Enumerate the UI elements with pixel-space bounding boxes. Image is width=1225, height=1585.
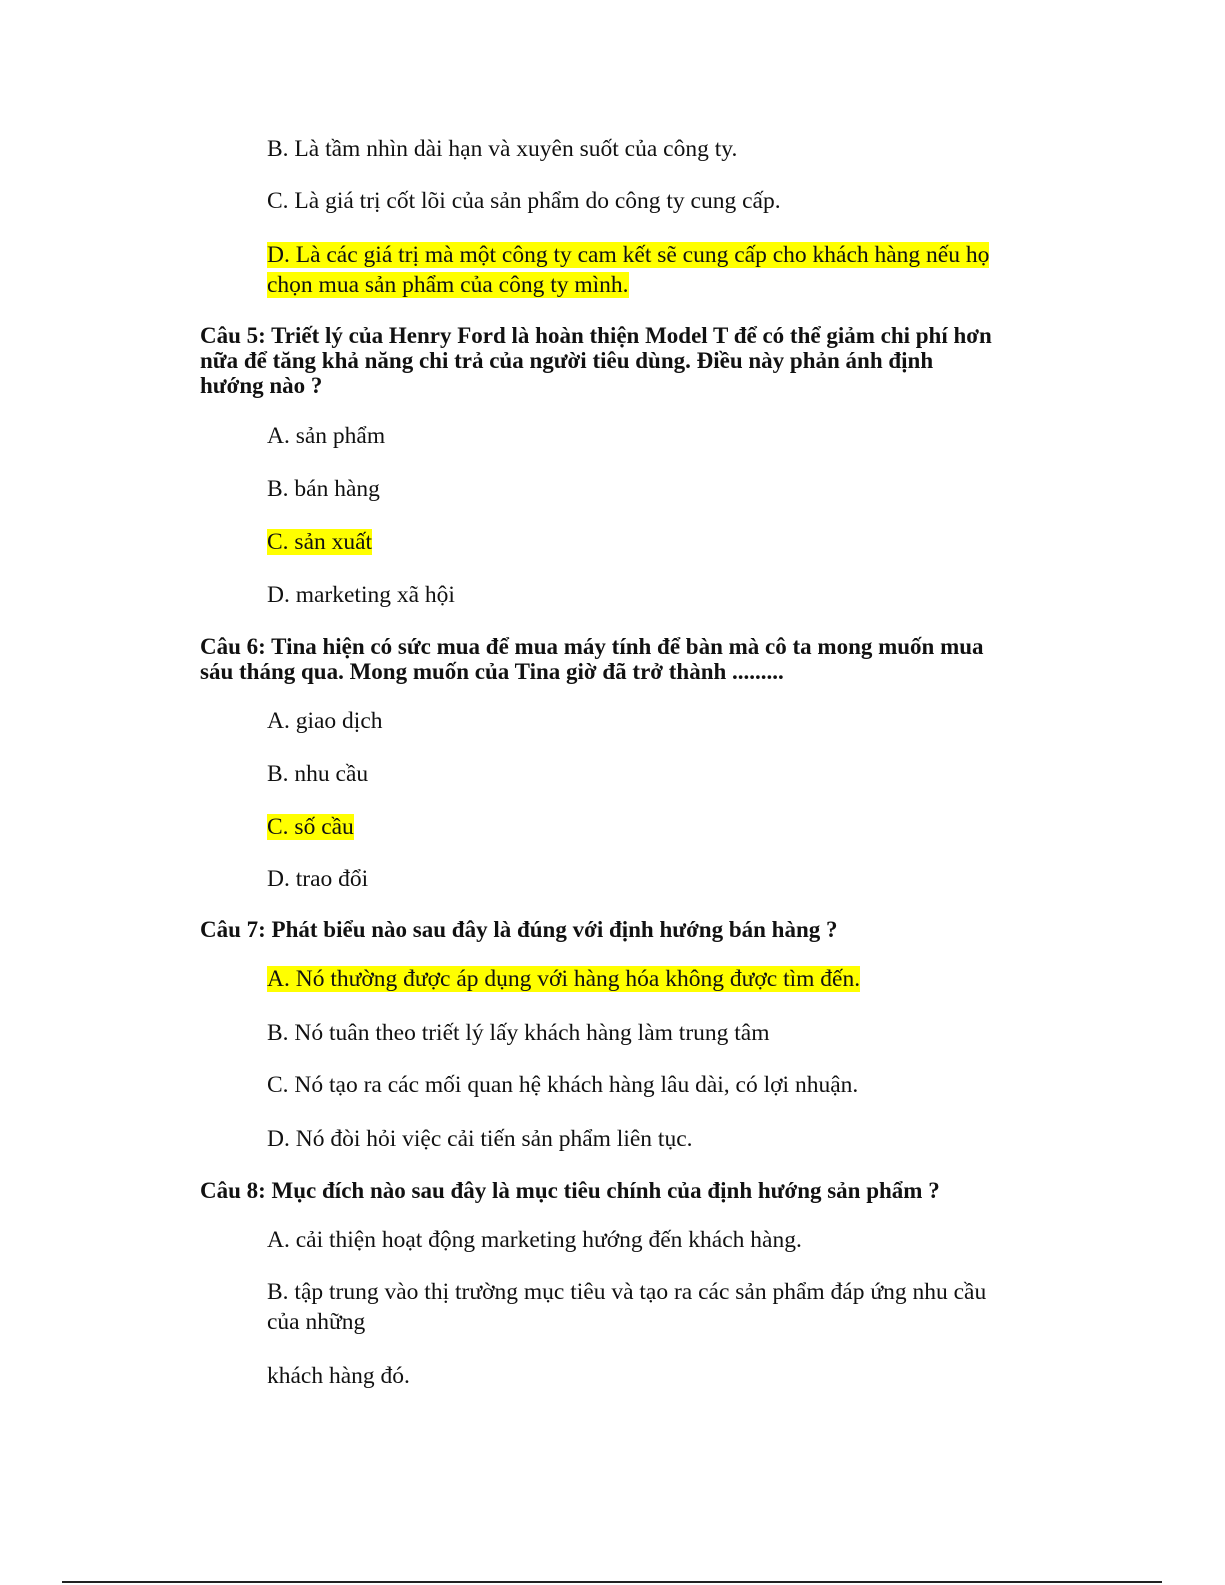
q5-option-d: D. marketing xã hội: [267, 582, 455, 608]
q5-option-a: A. sản phẩm: [267, 423, 386, 449]
q6-option-a: A. giao dịch: [267, 708, 383, 734]
q4-option-c: C. Là giá trị cốt lõi của sản phẩm do công ty cung cấp.: [267, 188, 781, 214]
q4-option-d-highlight-2: chọn mua sản phẩm của công ty mình.: [267, 272, 629, 298]
page-bottom-rule: [62, 1581, 1162, 1583]
q8-option-b-line3: khách hàng đó.: [267, 1363, 410, 1389]
q4-option-d-highlight: D. Là các giá trị mà một công ty cam kết sẽ cung cấp cho khách hàng nếu họ: [267, 242, 990, 268]
q5-option-b: B. bán hàng: [267, 476, 380, 502]
q7-title: Câu 7: Phát biểu nào sau đây là đúng với định hướng bán hàng ?: [200, 917, 838, 942]
q6-title-line1: Câu 6: Tina hiện có sức mua để mua máy tính để bàn mà cô ta mong muốn mua: [200, 634, 984, 659]
q5-title-line3: hướng nào ?: [200, 373, 323, 398]
q4-option-d-line2: [267, 270, 629, 300]
q4-option-d-line1: [267, 240, 989, 270]
q8-option-a: A. cải thiện hoạt động marketing hướng đến khách hàng.: [267, 1227, 802, 1253]
q6-option-c-highlight: C. số cầu: [267, 814, 354, 840]
q6-option-c: [267, 812, 354, 842]
q7-option-c: C. Nó tạo ra các mối quan hệ khách hàng lâu dài, có lợi nhuận.: [267, 1072, 859, 1098]
q7-option-b: B. Nó tuân theo triết lý lấy khách hàng làm trung tâm: [267, 1020, 770, 1046]
q6-title-line2: sáu tháng qua. Mong muốn của Tina giờ đã trở thành .........: [200, 659, 784, 684]
q6-option-d: D. trao đổi: [267, 866, 369, 892]
q8-title: Câu 8: Mục đích nào sau đây là mục tiêu chính của định hướng sản phẩm ?: [200, 1178, 940, 1203]
q7-option-a-highlight: A. Nó thường được áp dụng với hàng hóa không được tìm đến.: [267, 966, 861, 992]
q5-title-line2: nữa để tăng khả năng chi trả của người tiêu dùng. Điều này phản ánh định: [200, 348, 934, 373]
q4-option-b: B. Là tầm nhìn dài hạn và xuyên suốt của công ty.: [267, 136, 738, 162]
q8-option-b-line1: B. tập trung vào thị trường mục tiêu và tạo ra các sản phẩm đáp ứng nhu cầu: [267, 1279, 987, 1305]
q7-option-d: D. Nó đòi hỏi việc cải tiến sản phẩm liên tục.: [267, 1126, 693, 1152]
q5-option-c: [267, 527, 372, 557]
q7-option-a: [267, 964, 860, 994]
q8-option-b-line2: của những: [267, 1309, 366, 1335]
q5-option-c-highlight: C. sản xuất: [267, 529, 373, 555]
q5-title-line1: Câu 5: Triết lý của Henry Ford là hoàn thiện Model T để có thể giảm chi phí hơn: [200, 323, 992, 348]
q6-option-b: B. nhu cầu: [267, 761, 369, 787]
